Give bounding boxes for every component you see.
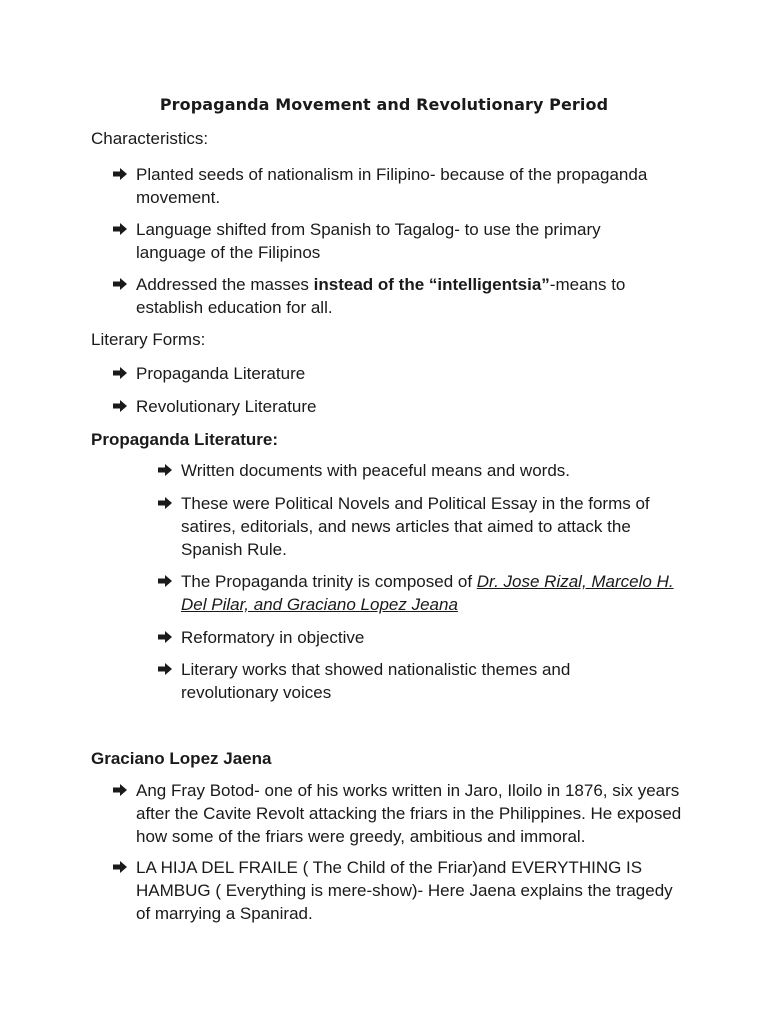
text-run: The Propaganda trinity is composed of [181, 572, 477, 591]
list-item [113, 163, 673, 209]
arrow-right-icon [158, 575, 172, 587]
propaganda-literature-heading: Propaganda Literature: [91, 430, 279, 449]
list-item [113, 273, 653, 319]
list-item-text: Written documents with peaceful means and words. [181, 461, 570, 480]
arrow-right-icon [113, 168, 127, 180]
literary-forms-label: Literary Forms: [91, 330, 206, 349]
list-item [113, 362, 513, 385]
jaena-heading: Graciano Lopez Jaena [91, 749, 272, 768]
arrow-right-icon [158, 663, 172, 675]
list-item-text: These were Political Novels and Political Essay in the forms of satires, editorials, and news articles that aimed to attack the Spanish Rule. [181, 494, 650, 559]
list-item-text: LA HIJA DEL FRAILE ( The Child of the Friar)and EVERYTHING IS HAMBUG ( Everything is mere-show)- Here Jaena explains the tragedy of marrying a Spanirad. [136, 858, 673, 923]
page-title: Propaganda Movement and Revolutionary Period [159, 95, 609, 114]
list-item [158, 658, 608, 704]
list-item-text: Language shifted from Spanish to Tagalog- to use the primary language of the Filipinos [136, 220, 601, 262]
arrow-right-icon [158, 464, 172, 476]
list-item-text: Reformatory in objective [181, 628, 365, 647]
text-run: Addressed the masses [136, 275, 314, 294]
emphasis-text: instead of the “intelligentsia” [313, 275, 550, 294]
characteristics-label: Characteristics: [91, 129, 209, 148]
list-item [158, 626, 678, 649]
list-item-text: Revolutionary Literature [136, 397, 317, 416]
list-item-text [158, 570, 688, 616]
list-item [113, 856, 673, 925]
arrow-right-icon [158, 631, 172, 643]
list-item [158, 492, 678, 561]
text-run: -means to establish education for all. [136, 275, 626, 317]
arrow-right-icon [113, 223, 127, 235]
arrow-right-icon [113, 367, 127, 379]
arrow-right-icon [113, 400, 127, 412]
list-item-text: Propaganda Literature [136, 364, 306, 383]
list-item [113, 779, 693, 848]
list-item-text: Planted seeds of nationalism in Filipino- because of the propaganda movement. [136, 165, 648, 207]
list-item [158, 459, 678, 482]
arrow-right-icon [113, 278, 127, 290]
arrow-right-icon [113, 861, 127, 873]
arrow-right-icon [113, 784, 127, 796]
list-item-text: Ang Fray Botod- one of his works written in Jaro, Iloilo in 1876, six years after the Cavite Revolt attacking the friars in the Philippines. He exposed how some of the friars were greedy, ambitious and immoral. [136, 781, 682, 846]
list-item-text: Literary works that showed nationalistic themes and revolutionary voices [181, 660, 571, 702]
trinity-names: Dr. Jose Rizal, Marcelo H. Del Pilar, and Graciano Lopez Jeana [181, 572, 674, 614]
list-item [113, 395, 513, 418]
list-item [158, 570, 688, 616]
list-item [113, 218, 633, 264]
list-item-text [113, 273, 653, 319]
arrow-right-icon [158, 497, 172, 509]
